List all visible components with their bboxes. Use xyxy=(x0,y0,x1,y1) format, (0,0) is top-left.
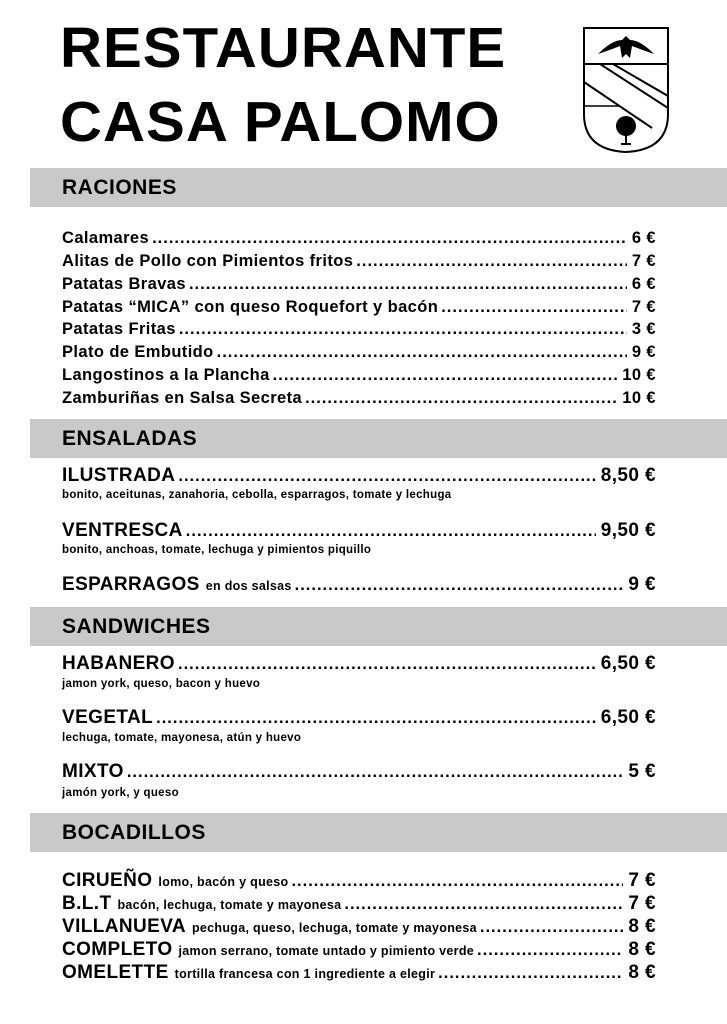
item-price: 9 € xyxy=(628,574,656,595)
item-description: bacón, lechuga, tomate y mayonesa xyxy=(117,898,342,912)
item-price: 10 € xyxy=(622,389,656,407)
dot-leader xyxy=(477,940,623,960)
dot-leader xyxy=(305,388,617,408)
section-header-bocadillos xyxy=(30,813,727,852)
menu-item xyxy=(62,940,656,961)
item-description: lomo, bacón y queso xyxy=(158,875,289,889)
item-description: pechuga, queso, lechuga, tomate y mayonesa xyxy=(191,921,477,935)
item-price: 6,50 € xyxy=(600,707,656,728)
menu-item xyxy=(62,575,656,596)
dot-leader xyxy=(438,963,623,983)
item-price: 7 € xyxy=(628,870,656,891)
menu-item xyxy=(62,521,656,541)
item-name: Alitas de Pollo con Pimientos fritos xyxy=(62,252,354,270)
menu-item xyxy=(62,894,656,915)
section-title: BOCADILLOS xyxy=(62,821,206,844)
item-name: Calamares xyxy=(62,229,150,247)
item-price: 3 € xyxy=(631,320,656,338)
dot-leader xyxy=(441,297,627,317)
menu-item xyxy=(62,762,656,782)
item-ingredients: lechuga, tomate, mayonesa, atún y huevo xyxy=(62,732,302,744)
item-name: ESPARRAGOS xyxy=(62,574,200,595)
menu-item xyxy=(62,274,656,294)
item-name: Zamburiñas en Salsa Secreta xyxy=(62,389,303,407)
menu-item xyxy=(62,297,656,317)
item-name: VILLANUEVA xyxy=(62,916,186,937)
menu-item xyxy=(62,365,656,385)
section-header-sandwiches xyxy=(30,607,727,646)
item-price: 6 € xyxy=(631,229,656,247)
item-ingredients: jamon york, queso, bacon y huevo xyxy=(62,678,261,690)
dot-leader xyxy=(152,228,627,248)
dot-leader xyxy=(178,654,596,674)
dot-leader xyxy=(189,274,627,294)
menu-item xyxy=(62,654,656,674)
item-price: 8,50 € xyxy=(600,465,656,486)
restaurant-title-line1: RESTAURANTE xyxy=(60,16,507,80)
menu-item xyxy=(62,466,656,486)
restaurant-title-line2: CASA PALOMO xyxy=(60,90,501,154)
menu-item xyxy=(62,388,656,408)
item-description: jamon serrano, tomate untado y pimiento verde xyxy=(178,944,475,958)
item-name: VEGETAL xyxy=(62,707,154,728)
section-header-ensaladas xyxy=(30,419,727,458)
dot-leader xyxy=(344,894,623,914)
dot-leader xyxy=(127,762,624,782)
menu-item xyxy=(62,963,656,984)
section-title: RACIONES xyxy=(62,176,177,199)
section-title: ENSALADAS xyxy=(62,427,198,450)
item-name: B.L.T xyxy=(62,893,112,914)
item-price: 8 € xyxy=(628,939,656,960)
item-price: 9 € xyxy=(631,343,656,361)
dot-leader xyxy=(186,521,596,541)
dot-leader xyxy=(273,365,618,385)
item-name: Patatas Bravas xyxy=(62,275,186,293)
item-ingredients: jamón york, y queso xyxy=(62,787,179,799)
dot-leader xyxy=(356,251,627,271)
item-price: 10 € xyxy=(622,366,656,384)
item-name: VENTRESCA xyxy=(62,520,183,541)
menu-item xyxy=(62,917,656,938)
item-name: ILUSTRADA xyxy=(62,465,176,486)
menu-item xyxy=(62,342,656,362)
item-price: 5 € xyxy=(628,761,656,782)
item-price: 7 € xyxy=(628,893,656,914)
section-header-raciones xyxy=(30,168,727,207)
dot-leader xyxy=(291,871,623,891)
item-name: OMELETTE xyxy=(62,962,169,983)
item-price: 6 € xyxy=(631,275,656,293)
coat-of-arms-logo xyxy=(582,26,670,154)
item-price: 7 € xyxy=(631,298,656,316)
item-price: 6,50 € xyxy=(600,653,656,674)
item-name: Patatas “MICA” con queso Roquefort y bacón xyxy=(62,298,439,316)
menu-item xyxy=(62,251,656,271)
menu-item xyxy=(62,319,656,339)
item-name: HABANERO xyxy=(62,653,175,674)
item-price: 7 € xyxy=(631,252,656,270)
dot-leader xyxy=(179,319,627,339)
section-title: SANDWICHES xyxy=(62,615,211,638)
item-ingredients: bonito, anchoas, tomate, lechuga y pimientos piquillo xyxy=(62,544,372,556)
item-name: COMPLETO xyxy=(62,939,173,960)
item-price: 8 € xyxy=(628,916,656,937)
menu-item xyxy=(62,708,656,728)
dot-leader xyxy=(156,708,596,728)
item-name: MIXTO xyxy=(62,761,124,782)
item-price: 8 € xyxy=(628,962,656,983)
item-description: tortilla francesa con 1 ingrediente a elegir xyxy=(174,967,436,981)
dot-leader xyxy=(217,342,627,362)
dot-leader xyxy=(295,575,624,595)
item-name: CIRUEÑO xyxy=(62,870,153,891)
item-name: Langostinos a la Plancha xyxy=(62,366,270,384)
item-price: 9,50 € xyxy=(600,520,656,541)
item-ingredients: bonito, aceitunas, zanahoria, cebolla, esparragos, tomate y lechuga xyxy=(62,489,452,501)
item-name: Patatas Fritas xyxy=(62,320,176,338)
menu-item xyxy=(62,228,656,248)
dot-leader xyxy=(178,466,595,486)
dot-leader xyxy=(480,917,623,937)
menu-item xyxy=(62,871,656,892)
item-description: en dos salsas xyxy=(205,579,292,593)
item-name: Plato de Embutido xyxy=(62,343,214,361)
